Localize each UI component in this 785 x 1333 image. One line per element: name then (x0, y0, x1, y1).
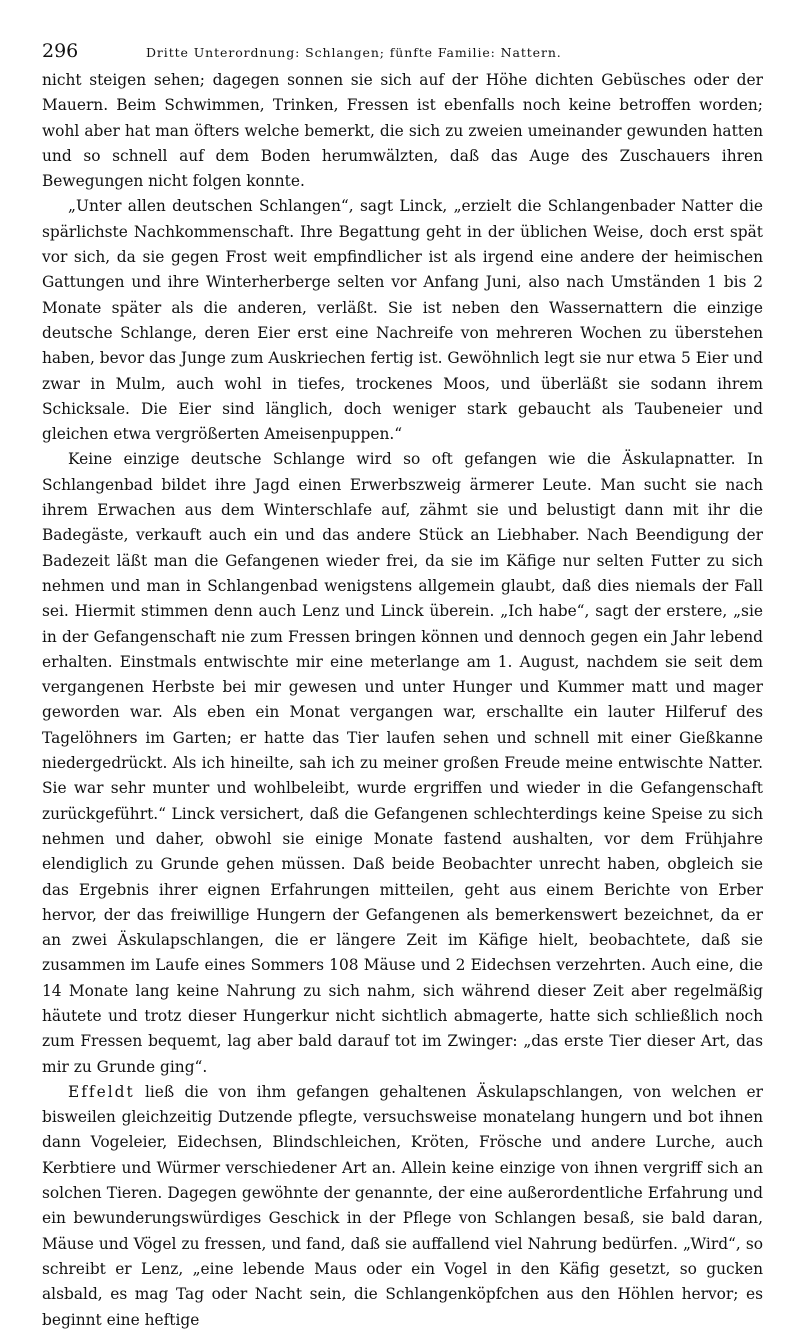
paragraph-4-author: Effeldt (68, 1082, 135, 1101)
body-text (42, 68, 763, 1333)
paragraph-2: „Unter allen deutschen Schlangen“, sagt Linck, „erzielt die Schlangenbader Natter die spärlichste Nachkommenschaft. Ihre Begattung geht in der üblichen Weise, doch erst spät vor sich, da sie gegen Frost weit empfindlicher ist als irgend eine andere der heimischen Gattungen und ihre Winterherberge selten vor Anfang Juni, also nach Umständen 1 bis 2 Monate später als die anderen, verläßt. Sie ist neben den Wassernattern die einzige deutsche Schlange, deren Eier erst eine Nachreife von mehreren Wochen zu überstehen haben, bevor das Junge zum Auskriechen fertig ist. Gewöhnlich legt sie nur etwa 5 Eier und zwar in Mulm, auch wohl in tiefes, trockenes Moos, und überläßt sie sodann ihrem Schicksale. Die Eier sind länglich, doch weniger stark gebaucht als Taubeneier und gleichen etwa vergrößerten Ameisenpuppen.“ (42, 197, 763, 444)
paragraph-1: nicht steigen sehen; dagegen sonnen sie sich auf der Höhe dichten Gebüsches oder der Mauern. Beim Schwimmen, Trinken, Fressen ist ebenfalls noch keine betroffen worden; wohl aber hat man öfters welche bemerkt, die sich zu zweien umeinander gewunden hatten und so schnell auf dem Boden herumwälzten, daß das Auge des Zuschauers ihren Bewegungen nicht folgen konnte. (42, 71, 763, 191)
running-head: Dritte Unterordnung: Schlangen; fünfte Familie: Nattern. (146, 45, 562, 60)
paragraph-3: Keine einzige deutsche Schlange wird so oft gefangen wie die Äskulapnatter. In Schlangenbad bildet ihre Jagd einen Erwerbszweig ärmerer Leute. Man sucht sie nach ihrem Erwachen aus dem Winterschlafe auf, zähmt sie und belustigt dann mit ihr die Badegäste, verkauft auch ein und das andere Stück an Liebhaber. Nach Beendigung der Badezeit läßt man die Gefangenen wieder frei, da sie im Käfige nur selten Futter zu sich nehmen und man in Schlangenbad wenigstens allgemein glaubt, daß dies niemals der Fall sei. Hiermit stimmen denn auch Lenz und Linck überein. „Ich habe“, sagt der erstere, „sie in der Gefangenschaft nie zum Fressen bringen können und dennoch gegen ein Jahr lebend erhalten. Einstmals entwischte mir eine meterlange am 1. August, nachdem sie seit dem vergangenen Herbste bei mir gewesen und unter Hunger und Kummer matt und mager geworden war. Als eben ein Monat vergangen war, erschallte ein lauter Hilferuf des Tagelöhners im Garten; er hatte das Tier laufen sehen und schnell mit einer Gießkanne niedergedrückt. Als ich hineilte, sah ich zu meiner großen Freude meine entwischte Natter. Sie war sehr munter und wohlbeleibt, wurde ergriffen und wieder in die Gefangenschaft zurückgeführt.“ Linck versichert, daß die Gefangenen schlechterdings keine Speise zu sich nehmen und daher, obwohl sie einige Monate fastend aushalten, vor dem Frühjahre elendiglich zu Grunde gehen müssen. Daß beide Beobachter unrecht haben, obgleich sie das Ergebnis ihrer eignen Erfahrungen mitteilen, geht aus einem Berichte von Erber hervor, der das freiwillige Hungern der Gefangenen als bemerkenswert bezeichnet, da er an zwei Äskulapschlangen, die er längere Zeit im Käfige hielt, beobachtete, daß sie zusammen im Laufe eines Sommers 108 Mäuse und 2 Eidechsen verzehrten. Auch eine, die 14 Monate lang keine Nahrung zu sich nahm, sich während dieser Zeit aber regelmäßig häutete und trotz dieser Hungerkur nicht sichtlich abmagerte, hatte sich schließlich noch zum Fressen bequemt, lag aber bald darauf tot im Zwinger: „das erste Tier dieser Art, das mir zu Grunde ging“. (42, 450, 763, 1076)
page-number: 296 (42, 40, 79, 62)
paragraph-4-text: ließ die von ihm gefangen gehaltenen Äskulapschlangen, von welchen er bisweilen gleichzeitig Dutzende pflegte, versuchsweise monatelang hungern und bot ihnen dann Vogeleier, Eidechsen, Blindschleichen, Kröten, Frösche und andere Lurche, auch Kerbtiere und Würmer verschiedener Art an. Allein keine einzige von ihnen vergriff sich an solchen Tieren. Dagegen gewöhnte der genannte, der eine außerordentliche Erfahrung und ein bewunderungswürdiges Geschick in der Pflege von Schlangen besaß, sie bald daran, Mäuse und Vögel zu fressen, und fand, daß sie auffallend viel Nahrung bedürfen. „Wird“, so schreibt er Lenz, „eine lebende Maus oder ein Vogel in den Käfig gesetzt, so gucken alsbald, es mag Tag oder Nacht sein, die Schlangenköpfchen aus den Höhlen hervor; es beginnt eine heftige (42, 1082, 763, 1329)
page-header (42, 40, 763, 62)
paragraph-4 (42, 1080, 763, 1333)
